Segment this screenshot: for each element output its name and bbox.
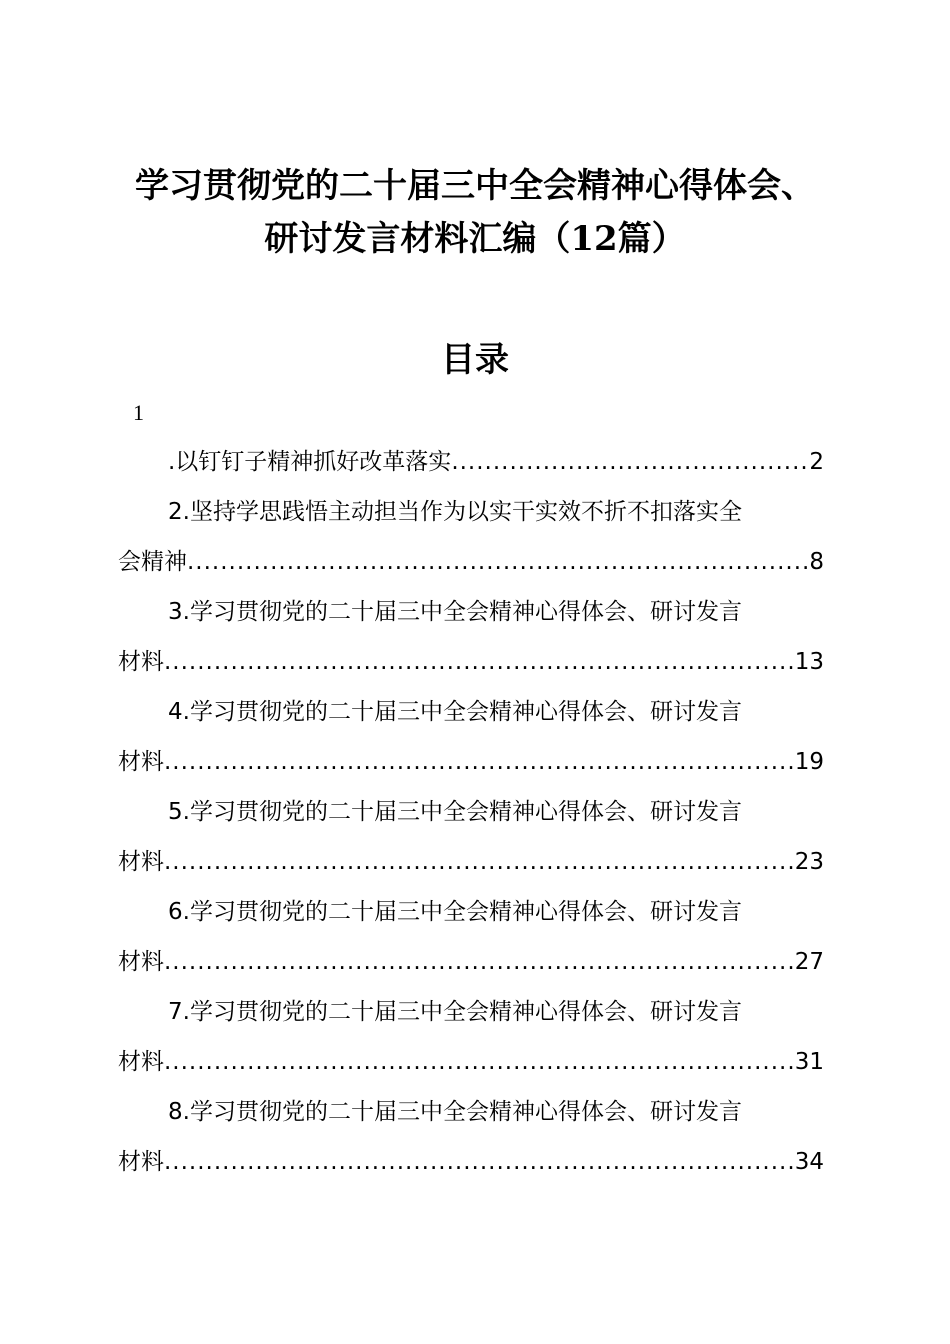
toc-dot-leader — [164, 737, 793, 787]
toc-entry-title: 2.坚持学思践悟主动担当作为以实干实效不折不扣落实全 — [168, 499, 742, 525]
toc-entry-title-continued: 材料 — [118, 1149, 164, 1175]
toc-entry-title-continued: 材料 — [118, 849, 164, 875]
toc-page-number: 8 — [809, 549, 824, 575]
document-title-line-2: 研讨发言材料汇编（12篇） — [264, 219, 686, 259]
toc-entry-title: 6.学习贯彻党的二十届三中全会精神心得体会、研讨发言 — [168, 899, 742, 925]
toc-page-number: 23 — [794, 849, 824, 875]
toc-entry[interactable] — [118, 487, 824, 587]
toc-page-number: 19 — [794, 749, 824, 775]
stray-list-number: 1 — [133, 400, 144, 425]
toc-entry[interactable] — [118, 787, 824, 887]
toc-entry[interactable] — [118, 687, 824, 787]
toc-entry[interactable] — [118, 587, 824, 687]
toc-entry[interactable] — [118, 1087, 824, 1187]
toc-page-number: 27 — [794, 949, 824, 975]
toc-dot-leader — [164, 1137, 793, 1187]
toc-dot-leader — [164, 637, 793, 687]
toc-entry-title: 8.学习贯彻党的二十届三中全会精神心得体会、研讨发言 — [168, 1099, 742, 1125]
toc-page-number: 34 — [794, 1149, 824, 1175]
toc-entry-title-continued: 材料 — [118, 1049, 164, 1075]
toc-page-number: 2 — [809, 449, 824, 475]
toc-dot-leader — [451, 437, 807, 487]
toc-entry-title: 3.学习贯彻党的二十届三中全会精神心得体会、研讨发言 — [168, 599, 742, 625]
toc-entry-title-continued: 材料 — [118, 749, 164, 775]
toc-page-number: 31 — [794, 1049, 824, 1075]
table-of-contents — [118, 437, 824, 1187]
toc-dot-leader — [164, 837, 793, 887]
toc-entry[interactable] — [118, 987, 824, 1087]
toc-entry-title-continued: 材料 — [118, 949, 164, 975]
document-title — [0, 160, 950, 266]
toc-dot-leader — [187, 537, 807, 587]
document-title-line-1: 学习贯彻党的二十届三中全会精神心得体会、 — [135, 166, 815, 206]
toc-entry[interactable] — [118, 437, 824, 487]
toc-dot-leader — [164, 937, 793, 987]
toc-entry[interactable] — [118, 887, 824, 987]
toc-heading: 目录 — [441, 340, 509, 380]
toc-entry-title-continued: 会精神 — [118, 549, 187, 575]
toc-page-number: 13 — [794, 649, 824, 675]
toc-entry-title: 5.学习贯彻党的二十届三中全会精神心得体会、研讨发言 — [168, 799, 742, 825]
toc-entry-title: 4.学习贯彻党的二十届三中全会精神心得体会、研讨发言 — [168, 699, 742, 725]
toc-entry-title: .以钉钉子精神抓好改革落实 — [168, 449, 452, 475]
toc-dot-leader — [164, 1037, 793, 1087]
toc-entry-title-continued: 材料 — [118, 649, 164, 675]
toc-entry-title: 7.学习贯彻党的二十届三中全会精神心得体会、研讨发言 — [168, 999, 742, 1025]
